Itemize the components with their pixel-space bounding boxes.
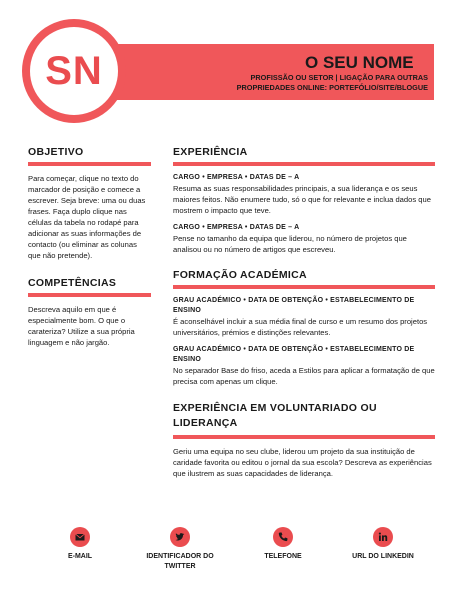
experience-entry-text: Pense no tamanho da equipa que liderou, no número de projetos que analisou ou no número de artigos que escreveu. <box>173 234 407 254</box>
twitter-icon <box>170 527 190 547</box>
phone-icon <box>273 527 293 547</box>
experience-entry-text: Resuma as suas responsabilidades principais, a sua liderança e os seus maiores feitos. Não enumere tudo, só o que for relevante e inclua dados que mostrem o impacto que teve. <box>173 184 431 215</box>
experience-entry[interactable] <box>173 173 435 216</box>
contact-label: E-MAIL <box>67 553 93 560</box>
education-entry[interactable] <box>173 345 435 387</box>
objective-heading: OBJETIVO <box>28 146 84 158</box>
education-entry[interactable] <box>173 296 435 338</box>
education-entry-text: É aconselhável incluir a sua média final de curso e um resumo dos projetos universitários, prémios e distinções relevantes. <box>173 317 428 337</box>
skills-text[interactable]: Descreva aquilo em que é especialmente bom. O que o carateriza? Utilize a sua própria linguagem e não jargão. <box>28 305 135 347</box>
education-entry-title: GRAU ACADÉMICO • DATA DE OBTENÇÃO • ESTABELECIMENTO DE ENSINO <box>173 346 415 363</box>
skills-section <box>28 277 151 348</box>
education-entry-text: No separador Base do friso, aceda a Estilos para aplicar a formatação de que precisa com apenas um clique. <box>173 366 435 386</box>
profession-block[interactable] <box>188 73 428 93</box>
contact-label: TELEFONE <box>264 553 302 560</box>
skills-heading: COMPETÊNCIAS <box>28 277 117 289</box>
profession-line-1: PROFISSÃO OU SETOR | LIGAÇÃO PARA OUTRAS <box>250 73 428 82</box>
section-divider <box>173 435 435 439</box>
experience-entry-title: CARGO • EMPRESA • DATAS DE – A <box>173 174 300 181</box>
monogram: SN <box>45 49 103 93</box>
objective-text[interactable]: Para começar, clique no texto do marcador de posição e comece a escrever. Seja breve: uma ou duas frases. Faça duplo clique nas células da tabela no rodapé para adicionar as suas informações de contacto (ou eliminar as colunas que não pretende). <box>28 174 146 260</box>
education-entry-title: GRAU ACADÉMICO • DATA DE OBTENÇÃO • ESTABELECIMENTO DE ENSINO <box>173 297 415 314</box>
contact-label: URL DO LINKEDIN <box>352 553 414 560</box>
volunteer-section <box>173 401 435 479</box>
experience-entry[interactable] <box>173 223 435 255</box>
experience-entry-title: CARGO • EMPRESA • DATAS DE – A <box>173 224 300 231</box>
email-icon <box>70 527 90 547</box>
education-heading: FORMAÇÃO ACADÉMICA <box>173 269 307 281</box>
left-column <box>28 146 151 358</box>
education-section <box>173 269 435 387</box>
contact-linkedin[interactable] <box>333 527 433 562</box>
contact-email[interactable] <box>30 527 130 562</box>
volunteer-text[interactable]: Geriu uma equipa no seu clube, liderou um projeto da sua instituição de caridade favorita ou editou o jornal da sua escola? Descreva as experiências que ilustrem as suas capacidades de liderança. <box>173 447 432 478</box>
section-divider <box>28 293 151 297</box>
profession-line-2: PROPRIEDADES ONLINE: PORTEFÓLIO/SITE/BLOGUE <box>236 83 428 92</box>
section-divider <box>173 162 435 166</box>
experience-heading: EXPERIÊNCIA <box>173 146 248 158</box>
section-divider <box>28 162 151 166</box>
right-column <box>173 146 435 489</box>
contact-label: IDENTIFICADOR DO TWITTER <box>146 553 214 570</box>
contact-twitter[interactable] <box>130 527 230 572</box>
objective-section <box>28 146 151 261</box>
contact-footer <box>40 527 425 577</box>
experience-section <box>173 146 435 255</box>
contact-phone[interactable] <box>233 527 333 562</box>
section-divider <box>173 285 435 289</box>
linkedin-icon <box>373 527 393 547</box>
candidate-name[interactable]: O SEU NOME <box>305 53 414 72</box>
volunteer-heading: EXPERIÊNCIA EM VOLUNTARIADO OU LIDERANÇA <box>173 402 377 429</box>
